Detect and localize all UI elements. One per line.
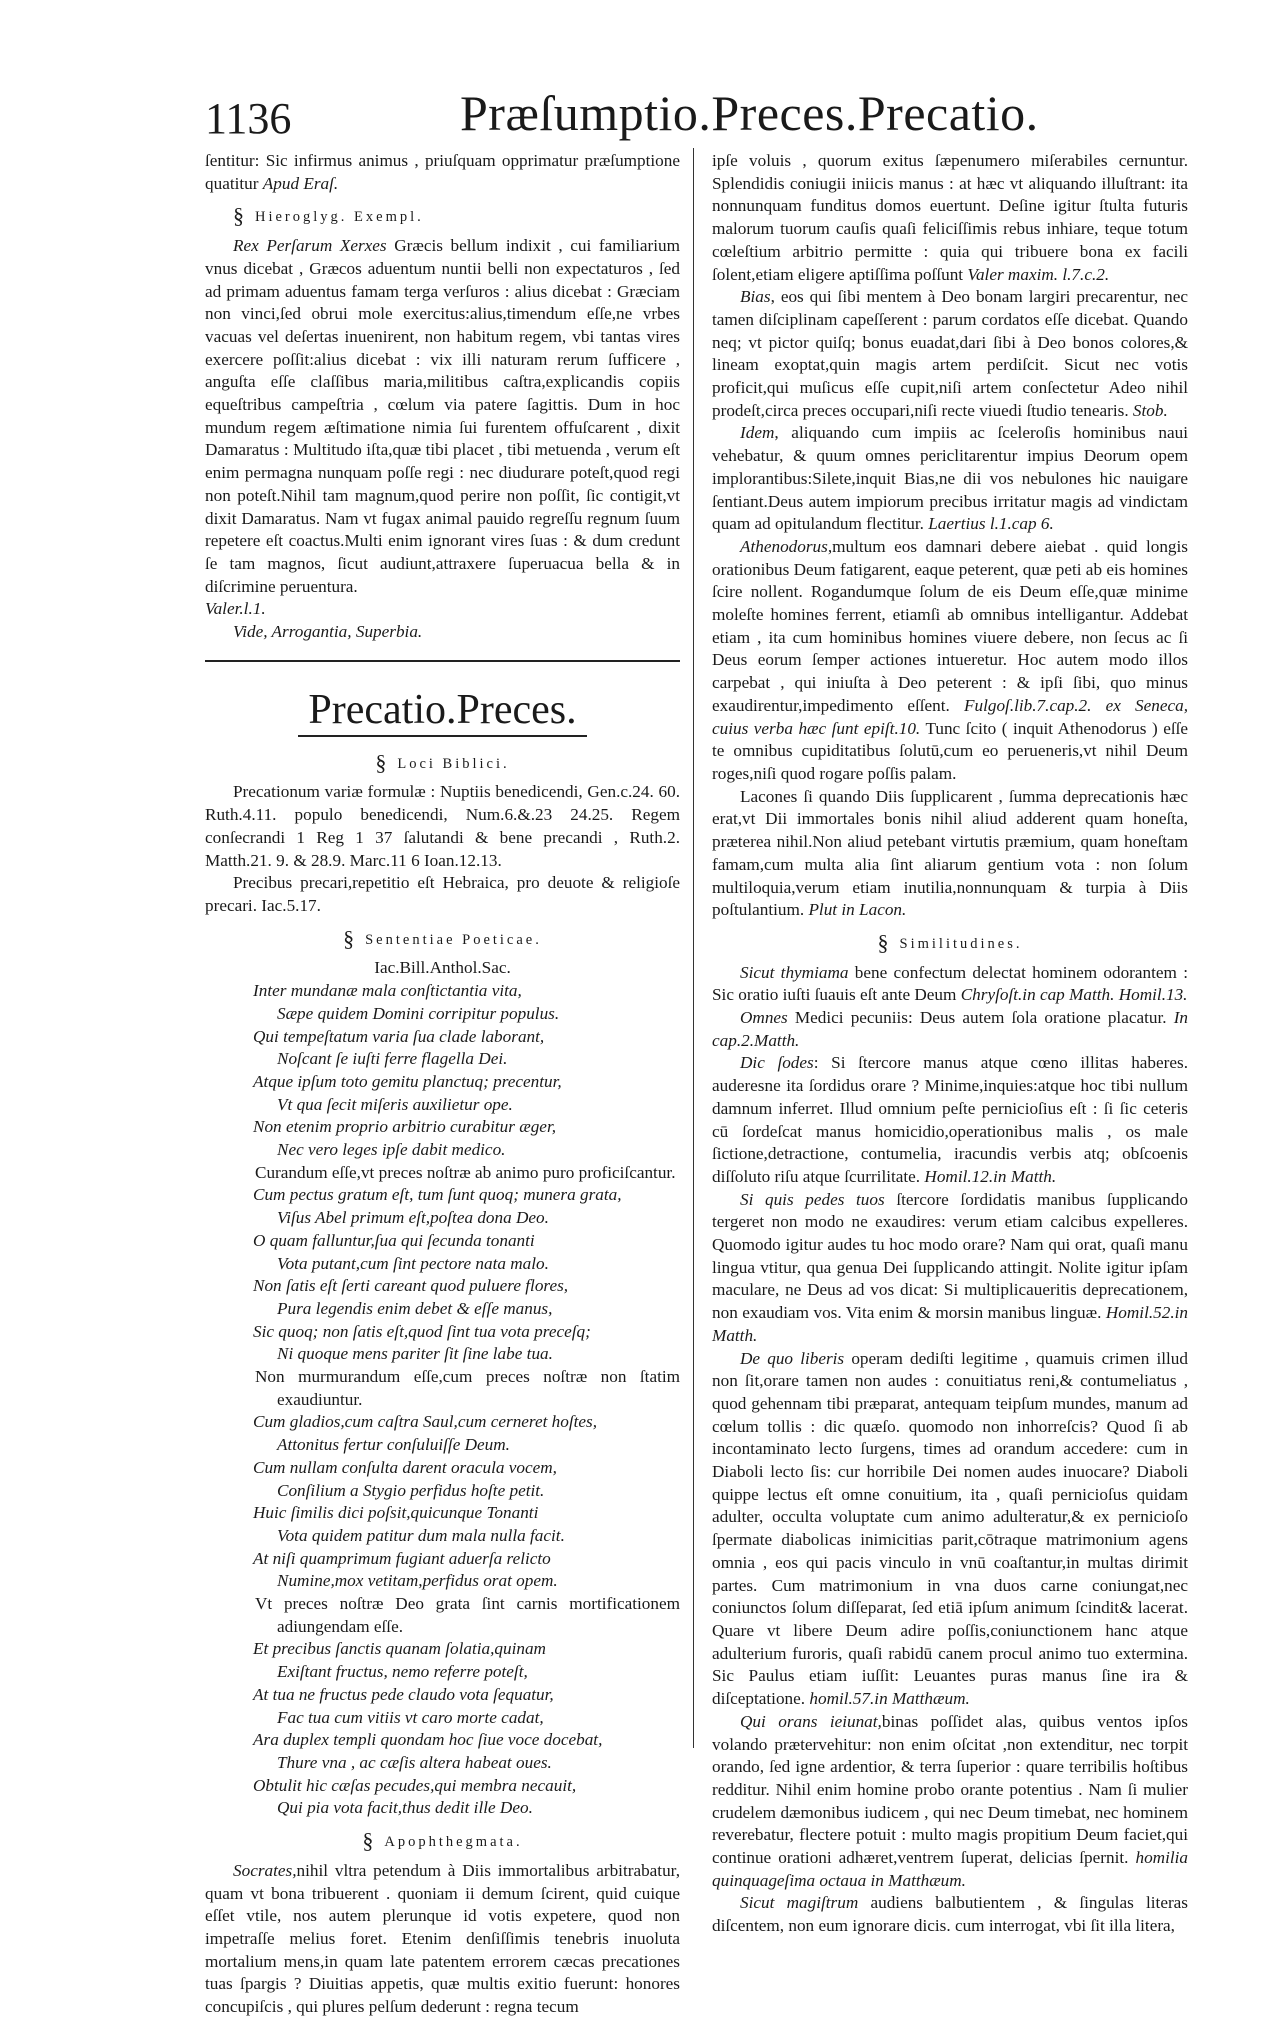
verse-heading-2: Non murmurandum eſſe,cum preces noſtræ non ſtatim exaudiuntur. xyxy=(255,1367,680,1409)
verse-line: Cum pectus gratum eſt, tum ſunt quoq; munera grata, xyxy=(253,1185,622,1205)
left-column xyxy=(205,150,680,2019)
verse-line: Attonitus fertur conſuluiſſe Deum. xyxy=(277,1435,510,1455)
section-title: Precatio.Preces. xyxy=(205,684,680,736)
verse-line: Thure vna , ac cæſis altera habeat oues. xyxy=(277,1753,552,1772)
verse-heading-3: Vt preces noſtræ Deo grata ſint carnis mortificationem adiungendam eſſe. xyxy=(255,1594,680,1636)
verse-line: Nec vero leges ipſe dabit medico. xyxy=(277,1140,506,1160)
similitude-paragraph: De quo liberis operam dediſti legitime , quamuis crimen illud non ſit,orare tamen non audes : conuitiatus reni,& contumeliatus , quod gehennam tibi præparat, antequam teipſum mundes, manum ad cœlum tollis : dic quæſo. quomodo non inhorreſcis? Quod ſi ab incontaminato lecto ſurgens, times ad orandum accedere: cum in Diaboli lecto ſis: cur horribile Dei nomen audes inuocare? Diaboli quippe lectus eſt omne conuitium, ita , quaſi pernicioſus quidam adulter, occulta voluptate cum animo adulteratur,& ex pernicioſo ſpermate diabolicas inimicitias parit,cōtraque matrimonium agens omnia , eos qui pacis vinculo in vnū coaſtantur,in multas dirimit partes. Cum matrimonium in vna duos carne coniungat,nec coniunctos ſolum diſſeparat, ſed etiā ipſum animum ſcindit& lacerat. Quare vt libere Deum adire poſſis,coniunctionem hanc atque adulterium furoris, quaſi rabidū canem procul animo tuo extermina. Sic Paulus etiam iuſſit: Leuantes puras manus ſine ira & diſceptatione. homil.57.in Matthæum. xyxy=(712,1348,1188,1709)
verse-line: Exiſtant fructus, nemo referre poteſt, xyxy=(277,1662,528,1682)
running-title: Præſumptio.Preces.Precatio. xyxy=(460,85,1039,141)
verse-group-2 xyxy=(205,1184,680,1366)
similitude-paragraph: Sicut magiſtrum audiens balbutientem , & ſingulas literas diſcentem, non eum ignorare dicis. cum interrogat, vbi ſit illa litera, xyxy=(712,1893,1188,1936)
similitude-paragraph: Si quis pedes tuos ſtercore ſordidatis manibus ſupplicando tergeret non modo ne exaudires: verum etiam calcibus expelleres. Quomodo igitur audes tu hoc modo orare? Nam qui orat, quaſi manu lingua vtitur, qua genua Dei ſupplicando attingit. Nolite igitur ipſam maculare, ne Deus ad vos dicat: Si multiplicaueritis deprecationem, non exaudiam vos. Vita enim & morsin manibus linguæ. Homil.52.in Matth. xyxy=(712,1189,1188,1345)
section-rule xyxy=(205,660,680,662)
verse-line: Sæpe quidem Domini corripitur populus. xyxy=(277,1003,560,1023)
idem-paragraph: Idem, aliquando cum impiis ac ſceleroſis hominibus naui vehebatur, & quum omnes periclitarentur impius Deorum opem implorantibus:Silete,inquit Bias,ne dii vos nebulones hic nauigare ſentiant.Deus autem impiorum precibus irritatur magis ad vindictam quam ad opitulandum flectitur. Laertius l.1.cap 6. xyxy=(712,423,1188,534)
verse-line: Qui pia vota facit,thus dedit ille Deo. xyxy=(277,1798,533,1818)
verse-line: Vt qua ſecit miſeris auxilietur ope. xyxy=(277,1094,513,1114)
intro-paragraph: ſentitur: Sic infirmus animus , priuſquam opprimatur præſumptione quatitur Apud Eraſ. xyxy=(205,151,680,193)
poetic-heading: § Sententiae Poeticae. xyxy=(343,925,542,951)
verse-line: Obtulit hic cæſas pecudes,qui membra necauit, xyxy=(253,1775,577,1795)
athenodorus-reference: Fulgoſ.lib.7.cap.2. ex Seneca, cuius verba hæc ſunt epiſt.10. xyxy=(712,695,1189,738)
verse-line: O quam falluntur,ſua qui ſecunda tonanti xyxy=(253,1230,535,1250)
apophthegmata-heading: § Apophthegmata. xyxy=(362,1828,523,1854)
verse-line: Qui tempeſtatum varia ſua clade laborant, xyxy=(253,1026,545,1046)
verse-line: Fac tua cum vitiis vt caro morte cadat, xyxy=(277,1707,544,1727)
biblical-paragraph-1: Precationum variæ formulæ : Nuptiis benedicendi, Gen.c.24. 60. Ruth.4.11. populo benedicendi, Num.6.&.23 24.25. Regem conſecrandi 1 Reg 1 37 ſalutandi & bene precandi , Ruth.2. Matth.21. 9. & 28.9. Marc.11 6 Ioan.12.13. xyxy=(205,782,680,870)
verse-line: Sic quoq; non ſatis eſt,quod ſint tua vota preceſq; xyxy=(253,1321,591,1341)
similitude-paragraph: Qui orans ieiunat,binas poſſidet alas, quibus ventos ipſos volando prætervehitur: non enim oſcitat ,non extenditur, nec torpit orando, ſed igne ardentior, & terra ſuperior : quare terribilis hoſtibus redditur. Nihil enim homine probo orante potentius . Nam ſi mulier crudelem dæmonibus iudicem , qui nec Deum timebat, nec hominem reverebatur, flectere potuit : multo magis propitium Deum faciet,qui continue orationi adhæret,ventrem ſuperat, delicias ſpernit. homilia quinquageſima octaua in Matthæum. xyxy=(712,1711,1188,1890)
socrates-paragraph: Socrates,nihil vltra petendum à Diis immortalibus arbitrabatur, quam vt bona tribuerent . quoniam ii demum ſcirent, quid cuique eſſet vtile, nos autem plerunque id votis expetere, quod non impetraſſe melius foret. Etenim denſiſſimis tenebris inuoluta mortalium mens,in quam late patentem errorem cæcas precationes tuas ſpargis ? Diuitias appetis, quæ multis exitio fuerunt: honores concupiſcis , qui plures pelſum dederunt : regna tecum xyxy=(205,1860,680,2017)
verse-heading-1: Curandum eſſe,vt preces noſtræ ab animo puro proficiſcantur. xyxy=(255,1162,676,1182)
bias-reference: Stob. xyxy=(1132,400,1168,420)
verse-line: At niſi quamprimum fugiant aduerſa relicto xyxy=(253,1548,551,1568)
verse-line: Huic ſimilis dici poſsit,quicunque Tonanti xyxy=(253,1503,539,1523)
verse-line: Viſus Abel primum eſt,poſtea dona Deo. xyxy=(277,1208,549,1228)
biblical-paragraph-2: Precibus precari,repetitio eſt Hebraica, pro deuote & religioſe precari. Iac.5.17. xyxy=(205,873,680,915)
hieroglyph-heading: § Hieroglyg. Exempl. xyxy=(233,203,424,229)
similitudines-heading: § Similitudines. xyxy=(877,929,1023,955)
continuation-reference: Valer maxim. l.7.c.2. xyxy=(967,264,1110,284)
pilcrow-icon: § xyxy=(233,203,247,229)
column-divider xyxy=(693,148,694,1748)
verse-line: Atque ipſum toto gemitu planctuq; precentur, xyxy=(253,1071,562,1091)
verse-group-1 xyxy=(205,980,680,1162)
right-column xyxy=(712,150,1188,1938)
verse-line: At tua ne fructus pede claudo vota ſequatur, xyxy=(253,1684,554,1704)
verse-group-4 xyxy=(205,1638,680,1820)
verse-line: Cum nullam conſulta darent oracula vocem, xyxy=(253,1457,557,1477)
page-number: 1136 xyxy=(205,94,292,143)
verse-line: Conſilium a Stygio perfidus hoſte petit. xyxy=(277,1480,545,1500)
verse-line: Numine,mox vetitam,perfidus orat opem. xyxy=(277,1571,558,1591)
verse-line: Vota putant,cum ſint pectore nata malo. xyxy=(277,1253,549,1273)
pilcrow-icon: § xyxy=(362,1828,377,1854)
pilcrow-icon: § xyxy=(343,925,358,951)
cross-reference: Vide, Arrogantia, Superbia. xyxy=(233,622,423,642)
verse-line: Non etenim proprio arbitrio curabitur æger, xyxy=(253,1117,557,1137)
xerxes-reference: Valer.l.1. xyxy=(205,599,266,619)
lacones-reference: Plut in Lacon. xyxy=(808,900,907,920)
idem-reference: Laertius l.1.cap 6. xyxy=(928,514,1054,534)
verse-line: Inter mundanæ mala conſtictantia vita, xyxy=(253,981,522,1001)
biblical-heading: § Loci Biblici. xyxy=(375,749,510,775)
verse-line: Et precibus ſanctis quanam ſolatia,quinam xyxy=(253,1639,546,1659)
athenodorus-paragraph: Athenodorus,multum eos damnari debere aiebat . quid longis orationibus Deum fatigarent, eaque peterent, quæ peti ab eis homines ſcire nollent. Rogandumque ſolum de eis Deum eſſe,quæ minime moleſte homines ferrent, etiamſi ab omnibus intelligantur. Addebat etiam , ita cum hominibus homines viuere debere, non ſecus ac ſi Deus eorum ſemper actiones intueretur. Hoc autem modo illos carpebat , qui iniuſta à Deo peterent : & ipſi ſibi, quo minus exaudirentur,impedimento eſſent. Fulgoſ.lib.7.cap.2. ex Seneca, cuius verba hæc ſunt epiſt.10. Tunc ſcito ( inquit Athenodorus ) eſſe te omnibus cupiditatibus ſolutū,cum eo perueneris,vt nihil Deum roges,niſi quod rogare poſſis palam. xyxy=(712,536,1189,783)
verse-line: Non ſatis eſt ſerti careant quod puluere flores, xyxy=(253,1276,569,1296)
continuation-paragraph: ipſe voluis , quorum exitus ſæpenumero miſerabiles cernuntur. Splendidis coniugii iniicis manus : at hæc vt aliquando illuſtrant: ita nonnunquam funditus domos euertunt. Deſine igitur ſtulta futuris malorum tuorum cauſis quaſi feliciſſimis rebus inhiare, teque totum cœleſtium arbitrio permitte : quia qui tribuere bona ex facili ſolent,etiam eligere aptiſſima poſſunt Valer maxim. l.7.c.2. xyxy=(712,151,1188,284)
verse-line: Noſcant ſe iuſti ferre flagella Dei. xyxy=(277,1049,508,1069)
similitude-paragraph: Omnes Medici pecuniis: Deus autem ſola oratione placatur. In cap.2.Matth. xyxy=(712,1008,1189,1050)
author-line: Iac.Bill.Anthol.Sac. xyxy=(374,958,511,978)
verse-line: Cum gladios,cum caſtra Saul,cum cerneret hoſtes, xyxy=(253,1412,598,1432)
lacones-paragraph: Lacones ſi quando Diis ſupplicarent , ſumma deprecationis hæc erat,vt Dii immortales bonis nihil aliud adderent quam honeſta, præterea nihil.Non aliud petebant virtutis præmium, quam honeſtam famam,cum multa alia ſint aliarum gentium vota : non ſolum multiloquia,verum etiam inutilia,nonnunquam & turpia à Diis poſtulantium. Plut in Lacon. xyxy=(712,786,1188,920)
verse-line: Vota quidem patitur dum mala nulla facit. xyxy=(277,1525,565,1545)
xerxes-paragraph: Rex Perſarum Xerxes Græcis bellum indixit , cui familiarium vnus dicebat , Græcos aduentum nuntii belli non expectaturos , ſed ad primam aduentus famam terga verſuros : alius dicebat : Græciam non vinci,ſed obrui mole exercitus:alius,timendum eſſe,ne vrbes vacuas vel deſertas inuenirent, non habitum regem, vbi tantas vires exercere poſſit:alius dicebat : vix illi naturam rerum ſufficere , anguſta eſſe claſſibus maria,militibus caſtra,explicandis copiis equeſtribus campeſtria , cœlum via patere ſagittis. Dum in hoc mundum regem æſtimatione nimia ſui furentem offuſcarent , dixit Damaratus : Multitudo iſta,quæ tibi placet , tibi metuenda , verum eſt enim permagna nunquam poſſe regi : nec diudurare poteſt,quod regi non poteſt.Nihil tam magnum,quod perire non poſſit, ſic contigit,vt dixit Damaratus. Nam vt fugax animal pauido regreſſu regnum ſuum repetere eſt coactus.Multi enim ignorant vires ſuas : & dum credunt ſe tam magnos, ſicut audiunt,attraxere ſuperuacua bella & in diſcrimine peruentura. xyxy=(205,236,680,596)
similitude-paragraph: Sicut thymiama bene confectum delectat hominem odorantem : Sic oratio iuſti ſuauis eſt ante Deum Chryſoſt.in cap Matth. Homil.13. xyxy=(712,962,1188,1005)
bias-paragraph: Bias, eos qui ſibi mentem à Deo bonam largiri precarentur, nec tamen diſciplinam capeſſerent : parum cordatos eſſe dicebat. Quando neq; vt pictor quiſq; bonus euadat,dari ſibi à Deo bonos colores,& lineam exoptat,quin magis artem perdiſcit. Sicut nec votis proficit,qui muſicus eſſe cupit,niſi artem conſectetur Adeo nihil prodeſt,circa preces occupari,niſi recte viuedi ſtudio tenearis. Stob. xyxy=(712,287,1188,420)
verse-line: Ara duplex templi quondam hoc ſiue voce docebat, xyxy=(253,1730,603,1750)
verse-line: Ni quoque mens pariter ſit ſine labe tua. xyxy=(277,1344,553,1364)
pilcrow-icon: § xyxy=(877,929,892,955)
similitude-paragraph: Dic ſodes: Si ſtercore manus atque cœno illitas haberes. auderesne ita ſordidus orare ? Minime,inquies:atque hoc tibi nullum damnum inferret. Illud omnium peſte pernicioſius eſt : ſi ſic ceteris cū ſordeſcat manus homicidio,operationibus malis , os male ſictione,detractione, contumelia, iracundis verbis atq; obſcoenis diſſoluto riſu atque ſcurrilitate. Homil.12.in Matth. xyxy=(712,1053,1188,1186)
intro-reference: Apud Eraſ. xyxy=(262,173,339,193)
verse-group-3 xyxy=(205,1411,680,1593)
pilcrow-icon: § xyxy=(375,749,390,775)
verse-line: Pura legendis enim debet & eſſe manus, xyxy=(277,1298,553,1318)
